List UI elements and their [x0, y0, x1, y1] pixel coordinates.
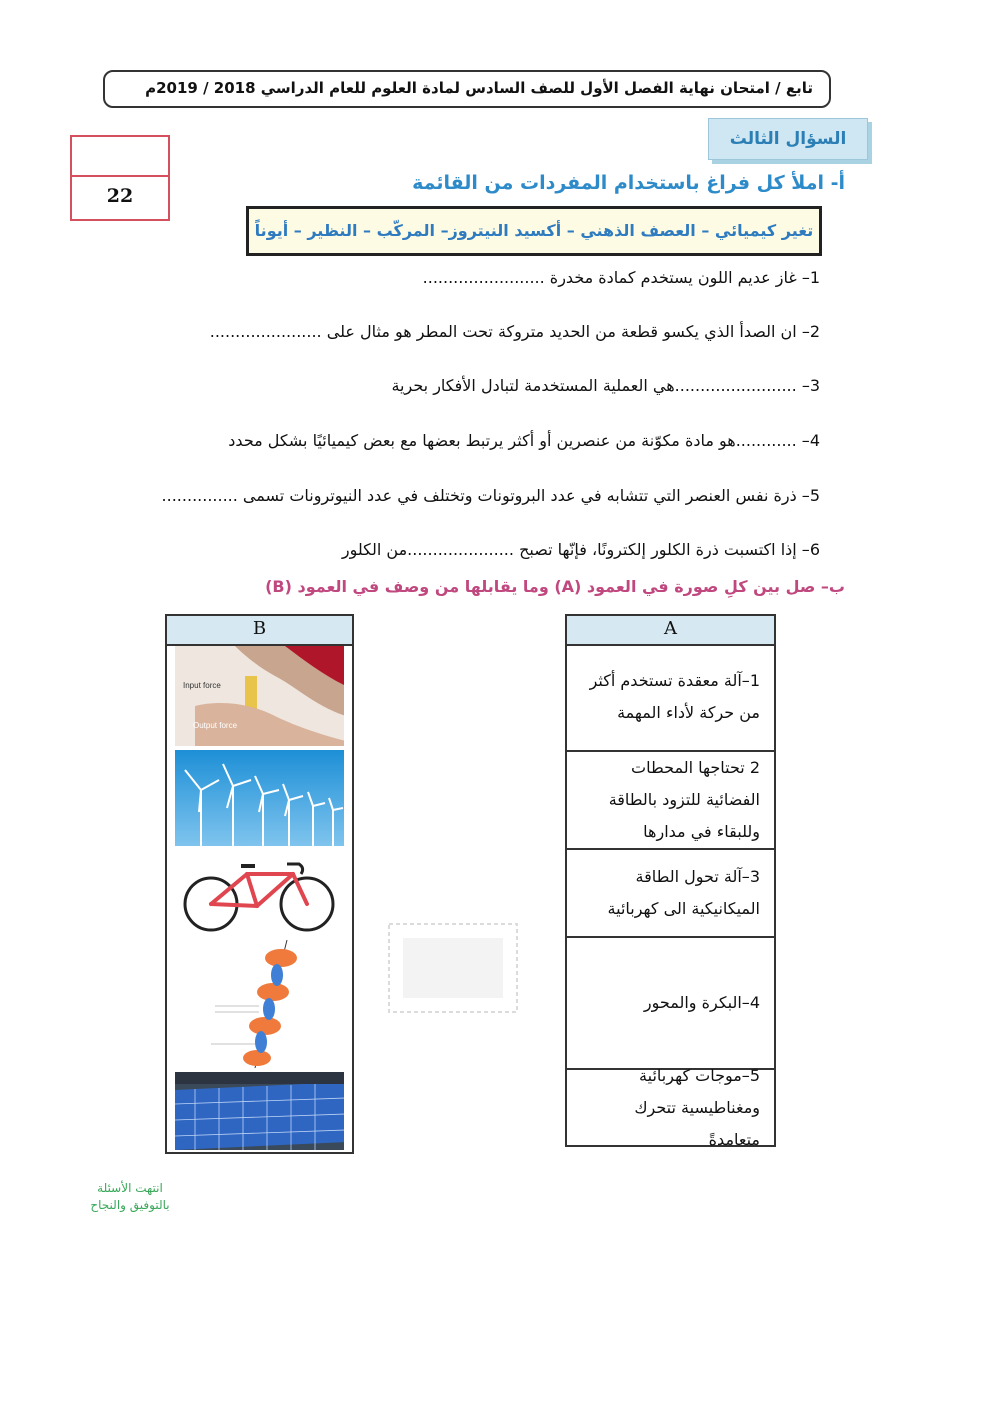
input-force-label: Input force: [183, 681, 221, 690]
column-a-text-4: 4–البكرة والمحور: [643, 993, 760, 1012]
score-box: [70, 135, 170, 221]
column-a-text-3: 3–آلة تحول الطاقة الميكانيكية الى كهربائية: [607, 867, 760, 918]
fill-item-6: 6– إذا اكتسبت ذرة الكلور إلكترونًا، فإنّها تصبح .....................من الكلور: [341, 540, 820, 559]
question-title: السؤال الثالث: [708, 118, 868, 160]
column-a-cell: [567, 750, 774, 848]
fill-item-2: 2– ان الصدأ الذي يكسو قطعة من الحديد متروكة تحت المطر هو مثال على ......................: [209, 322, 820, 341]
bicycle-photo: [175, 850, 344, 936]
column-a-cell: [567, 1065, 774, 1149]
word-bank: تغير كيميائي – العصف الذهني – أكسيد النيتروز– المركّب – النظير – أيوناً: [246, 206, 822, 256]
em-wave-diagram: [175, 940, 344, 1068]
column-a-cell: [567, 848, 774, 936]
closing-note: [70, 1180, 190, 1214]
score-divider: [72, 175, 168, 177]
section-a-title: أ- املأ كل فراغ باستخدام المفردات من القائمة: [412, 172, 845, 194]
closing-line-1: انتهت الأسئلة: [97, 1181, 163, 1195]
section-b-title: ب– صل بين كلِ صورة في العمود (A) وما يقابلها من وصف في العمود (B): [265, 577, 845, 596]
column-a-text-1: 1–آلة معقدة تستخدم أكثر من حركة لأداء المهمة: [589, 671, 760, 722]
column-a: [565, 614, 776, 1147]
column-a-header: A: [567, 616, 774, 646]
solar-panels-photo: [175, 1072, 344, 1150]
column-a-text-5: 5–موجات كهربائية ومغناطيسية تتحرك متعامدةً: [634, 1065, 760, 1149]
fill-item-5: 5– ذرة نفس العنصر التي تتشابه في عدد البروتونات وتختلف في عدد النيوترونات تسمى ...............: [161, 486, 820, 505]
wind-turbines-photo: [175, 750, 344, 846]
closing-line-2: بالتوفيق والنجاح: [90, 1198, 170, 1212]
faint-stamp: [383, 918, 523, 1018]
fill-item-3: 3– ........................هي العملية المستخدمة لتبادل الأفكار بحرية: [391, 376, 820, 395]
fill-item-4: 4– ............هو مادة مكوّنة من عنصرين أو أكثر يرتبط بعضها مع بعض كيميائيًا بشكل محدد: [228, 431, 820, 450]
output-force-label: Output force: [193, 721, 238, 730]
exam-header-title: تابع / امتحان نهاية الفصل الأول للصف السادس لمادة العلوم للعام الدراسي 2018 / 2019م: [145, 79, 813, 97]
exam-header: [103, 70, 831, 108]
column-a-cell: [567, 644, 774, 750]
column-a-text-2: 2 تحتاجها المحطات الفضائية للتزود بالطاقة وللبقاء في مدارها: [608, 758, 760, 841]
score-value: 22: [106, 185, 134, 207]
column-b-header: B: [167, 616, 352, 646]
fill-item-1: 1– غاز عديم اللون يستخدم كمادة مخدرة ........................: [422, 268, 820, 287]
column-a-cell: [567, 936, 774, 1068]
screwdriver-photo: [175, 646, 344, 746]
column-b: [165, 614, 354, 1154]
